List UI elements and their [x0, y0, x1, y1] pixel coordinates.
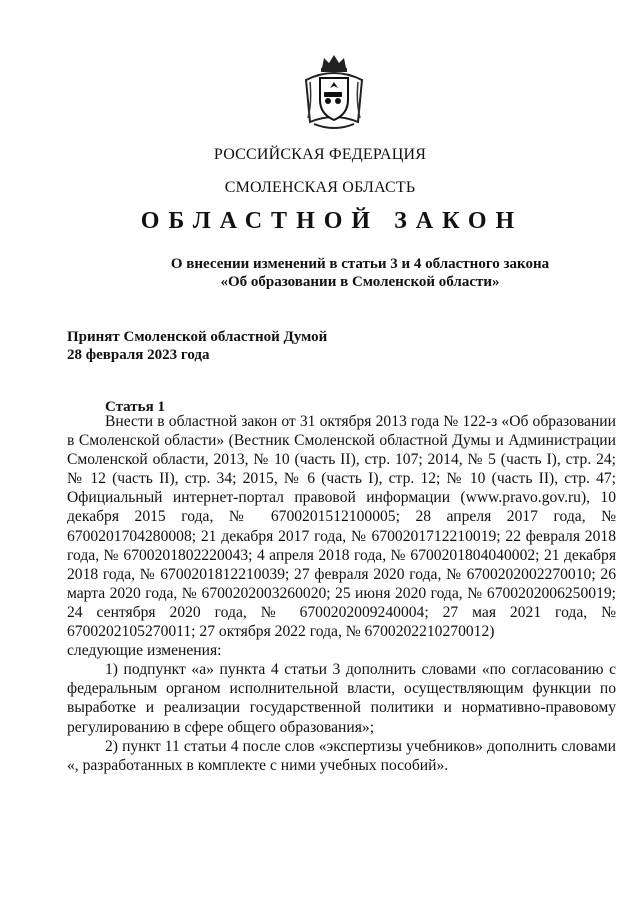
article-title: Статья 1	[105, 399, 165, 415]
region-name: СМОЛЕНСКАЯ ОБЛАСТЬ	[224, 179, 416, 196]
article-intro-paragraph: Внести в областной закон от 31 октября 2013 года № 122-з «Об образовании в Смоленской области» (Вестник Смоленской областной Думы и Администрации Смоленской области, 2013, № 10 (часть II), стр. 107; 2014, № 5 (часть I), стр. 24; № 12 (часть II), стр. 34; 2015, № 6 (часть I), стр. 12; № 10 (часть II), стр. 47; Официальный интернет-портал правовой информации (www.pravo.gov.ru), 10 декабря 2015 года, № 6700201512100005; 28 апреля 2017 года, № 6700201704280008; 21 декабря 2017 года, № 6700201712210019; 22 февраля 2018 года, № 6700201802220043; 4 апреля 2018 года, № 6700201804040002; 21 декабря 2018 года, № 6700201812210039; 27 февраля 2020 года, № 6700202002270010; 26 марта 2020 года, № 6700202003260020; 25 июня 2020 года, № 6700202006250019; 24 сентября 2020 года, № 6700202009240004; 27 мая 2021 года, № 6700202105270011; 27 октября 2022 года, № 6700202210270012)	[67, 413, 616, 641]
adoption-info	[67, 328, 327, 364]
article-body	[67, 412, 616, 775]
article-intro-tail: следующие изменения:	[67, 642, 222, 660]
law-subject-line-2: «Об образовании в Смоленской области»	[220, 274, 500, 290]
article-item-2: 2) пункт 11 статьи 4 после слов «экспертизы учебников» дополнить словами «, разработанных в комплекте с ними учебных пособий».	[67, 737, 616, 774]
country-name: РОССИЙСКАЯ ФЕДЕРАЦИЯ	[213, 146, 427, 163]
adoption-body: Принят Смоленской областной Думой	[67, 329, 328, 345]
document-type-title: ОБЛАСТНОЙ ЗАКОН	[140, 208, 524, 234]
law-subject	[0, 255, 640, 291]
article-item-1: 1) подпункт «а» пункта 4 статьи 3 дополнить словами «по согласованию с федеральным органом исполнительной власти, осуществляющим функции по выработке и реализации государственной политики и нормативно-правовому регулированию в сфере общего образования»;	[67, 661, 616, 736]
adoption-date: 28 февраля 2023 года	[67, 347, 210, 363]
coat-of-arms-icon	[300, 52, 368, 132]
law-subject-line-1: О внесении изменений в статьи 3 и 4 областного закона	[170, 256, 550, 272]
